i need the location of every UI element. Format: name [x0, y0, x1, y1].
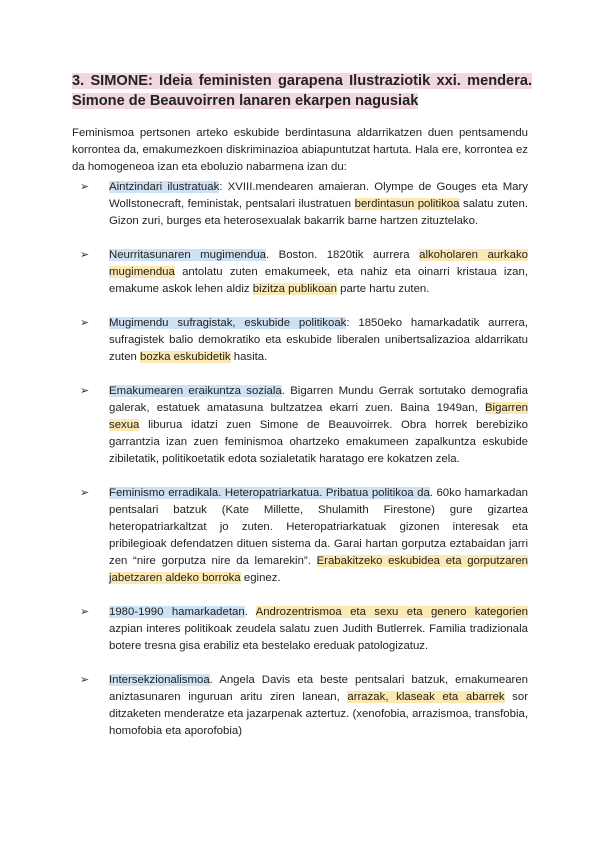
item-term: Intersekzionalismoa: [109, 674, 210, 686]
list-item-intersekzionalismoa: [80, 672, 528, 740]
intro-paragraph: Feminismoa pertsonen arteko eskubide berdintasuna aldarrikatzen duen pentsamendu korrontea da, emakumezkoen diskriminazioa abiapuntutzat hartuta. Hala ere, korrontea ez da homogeneoa izan eta eboluzio nabarmena izan du:: [72, 127, 528, 173]
list-item-feminismo-erradikala: [80, 485, 528, 587]
arrow-right-icon: ➢: [80, 487, 90, 499]
item-text: : 1850eko hamarkadatik aurrera, sufragistek balio demokratiko eta eskubide liberalen unibertsalizazioa aldarrikatu zuten: [109, 317, 528, 363]
item-term: Emakumearen eraikuntza soziala: [109, 385, 282, 397]
item-key-phrase: Erabakitzeko eskubidea eta gorputzaren jabetzaren aldeko borroka: [109, 555, 529, 584]
item-key-phrase: berdintasun politikoa: [354, 198, 460, 210]
item-text: antolatu zuten emakumeek, eta nahiz eta oinarri kristaua izan, emakume askok lehen aldiz: [109, 266, 528, 295]
arrow-right-icon: ➢: [80, 385, 90, 397]
item-term: 1980-1990 hamarkadetan: [109, 606, 245, 618]
item-term: Mugimendu sufragistak, eskubide politikoak: [109, 317, 347, 329]
item-text: hasita.: [230, 351, 268, 363]
list-item-sufragistak: [80, 315, 528, 366]
item-text: liburua idatzi zuen Simone de Beauvoirrek. Obra horrek berebiziko garrantzia izan zuen feminismoa ohartzeko emakumeen zapalkuntza eskubide zibiletatik, politikoetatik edota sozialetatik haratago ere kokatzen zela.: [109, 419, 528, 465]
item-text: salatu zuten. Gizon zuri, burges eta heterosexualak bakarrik barne hartzen zituztelako.: [109, 198, 528, 227]
item-text: : XVIII.mendearen amaieran. Olympe de Gouges eta Mary Wollstonecraft, feministak, pentsalari ilustratuen: [109, 181, 529, 210]
list-item-1980-1990: [80, 604, 528, 655]
item-text: . Bigarren Mundu Gerrak sortutako demografia galerak, estatuek amatasuna bultzatzea ekarri zuen. Baina 1949an,: [109, 385, 528, 414]
feminism-waves-list: [80, 179, 528, 757]
section-title: [72, 71, 532, 111]
arrow-right-icon: ➢: [80, 674, 90, 686]
item-text: eginez.: [240, 572, 281, 584]
arrow-right-icon: ➢: [80, 317, 90, 329]
item-text: . 60ko hamarkadan pentsalari batzuk (Kate Millette, Shulamith Firestone) gure gizartea heteropatriarkaltzat jo zuten. Heteropatriarkatuak gizonen interesak eta pribilegioak defendatzen dituen sistema da. Garai hartan gorputza eztabaidan jarri zen “nire gorputza nire da lemarekin”.: [109, 487, 528, 567]
item-term: Neurritasunaren mugimendua: [109, 249, 266, 261]
item-text: .: [244, 606, 256, 618]
item-key-phrase: bozka eskubidetik: [140, 351, 231, 363]
section-title-text: 3. SIMONE: Ideia feministen garapena Ilustraziotik xxi. mendera. Simone de Beauvoirren lanaren ekarpen nagusiak: [72, 73, 532, 109]
item-key-phrase: Androzentrismoa eta sexu eta genero kategorien: [255, 606, 528, 618]
item-text: . Angela Davis eta beste pentsalari batzuk, emakumearen aniztasunaren inguruan aritu ziren lanean,: [109, 674, 528, 703]
item-key-phrase: arrazak, klaseak eta abarrek: [347, 691, 505, 703]
item-text: sor ditzaketen menderatze eta jazarpenak aztertuz. (xenofobia, arrazismoa, transfobia, homofobia eta aporofobia): [109, 691, 529, 737]
arrow-right-icon: ➢: [80, 606, 90, 618]
arrow-right-icon: ➢: [80, 181, 90, 193]
item-text: parte hartu zuten.: [336, 283, 430, 295]
list-item-neurritasuna: [80, 247, 528, 298]
arrow-right-icon: ➢: [80, 249, 90, 261]
list-item-eraikuntza-soziala: [80, 383, 528, 468]
list-item-aintzindari: [80, 179, 528, 230]
item-key-phrase: bizitza publikoan: [252, 283, 337, 295]
item-term: Aintzindari ilustratuak: [109, 181, 220, 193]
item-key-phrase: Bigarren sexua: [109, 402, 528, 431]
item-term: Feminismo erradikala. Heteropatriarkatua. Pribatua politikoa da: [109, 487, 430, 499]
item-text: . Boston. 1820tik aurrera: [266, 249, 420, 261]
item-text: azpian interes politikoak zeudela salatu zuen Judith Butlerrek. Familia tradizionala botere tresna gisa erabiliz eta bestelako ereduak patologizatuz.: [109, 623, 528, 652]
item-key-phrase: alkoholaren aurkako mugimendua: [109, 249, 528, 278]
